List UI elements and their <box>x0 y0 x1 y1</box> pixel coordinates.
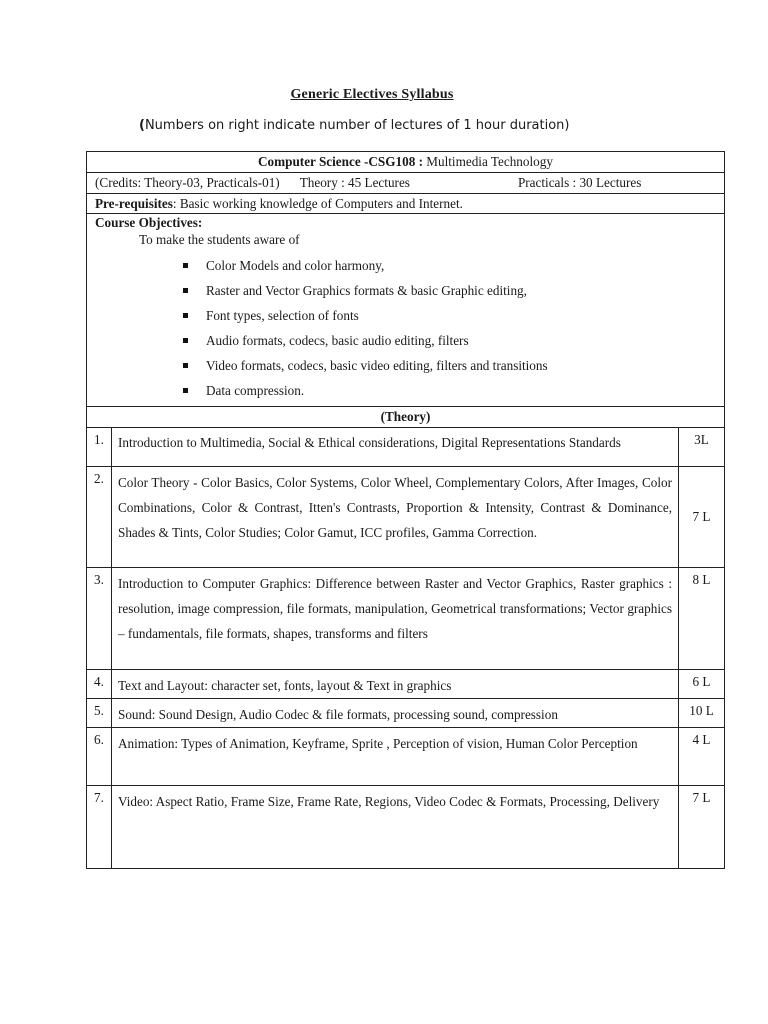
table-row <box>87 670 725 699</box>
unit-description: Color Theory - Color Basics, Color Systems, Color Wheel, Complementary Colors, After Images, Color Combinations, Color & Contrast, Itten's Contrasts, Proportion & Intensity, Contrast & Dominance, Shades & Tints, Color Studies; Color Gamut, ICC profiles, Gamma Correction. <box>112 467 679 568</box>
credits-cell <box>87 173 725 194</box>
unit-number: 7. <box>87 786 112 869</box>
unit-number: 6. <box>87 728 112 786</box>
objective-text: Video formats, codecs, basic video editing, filters and transitions <box>206 358 548 373</box>
table-row <box>87 728 725 786</box>
list-item <box>183 278 724 303</box>
unit-number: 1. <box>87 428 112 467</box>
square-bullet-icon <box>183 388 188 393</box>
table-row <box>87 428 725 467</box>
unit-description: Animation: Types of Animation, Keyframe, Sprite , Perception of vision, Human Color Perception <box>112 728 679 786</box>
note-open-paren: ( <box>139 118 145 133</box>
list-item <box>183 253 724 278</box>
objective-text: Font types, selection of fonts <box>206 308 359 323</box>
unit-number: 3. <box>87 568 112 670</box>
syllabus-table <box>86 151 725 869</box>
prereq-text: : Basic working knowledge of Computers and Internet. <box>172 196 463 211</box>
objectives-intro: To make the students aware of <box>139 232 300 247</box>
square-bullet-icon <box>183 313 188 318</box>
objective-text: Audio formats, codecs, basic audio editing, filters <box>206 333 469 348</box>
prereq-cell <box>87 194 725 214</box>
list-item <box>183 378 724 403</box>
unit-description: Introduction to Computer Graphics: Difference between Raster and Vector Graphics, Raster graphics : resolution, image compression, file formats, manipulation, Geometrical transformations; Vector graphics – fundamentals, file formats, shapes, transforms and filters <box>112 568 679 670</box>
unit-lectures: 3L <box>679 428 725 467</box>
unit-lectures: 6 L <box>679 670 725 699</box>
course-title-cell <box>87 152 725 173</box>
table-row <box>87 699 725 728</box>
unit-description: Video: Aspect Ratio, Frame Size, Frame Rate, Regions, Video Codec & Formats, Processing, Delivery <box>112 786 679 869</box>
theory-heading-row <box>87 407 725 428</box>
unit-lectures: 7 L <box>679 786 725 869</box>
objectives-row <box>87 214 725 407</box>
unit-description: Introduction to Multimedia, Social & Ethical considerations, Digital Representations Standards <box>112 428 679 467</box>
credits-text: (Credits: Theory-03, Practicals-01) <box>95 175 280 190</box>
objective-text: Color Models and color harmony, <box>206 258 385 273</box>
prereq-label: Pre-requisites <box>95 196 173 211</box>
table-row <box>87 568 725 670</box>
theory-heading: (Theory) <box>87 407 725 428</box>
objectives-list <box>95 253 724 403</box>
course-code: Computer Science -CSG108 : <box>258 154 423 169</box>
table-row <box>87 786 725 869</box>
unit-number: 4. <box>87 670 112 699</box>
square-bullet-icon <box>183 338 188 343</box>
table-row <box>87 467 725 568</box>
unit-lectures: 7 L <box>679 467 725 568</box>
course-row <box>87 152 725 173</box>
credits-row <box>87 173 725 194</box>
document-title: Generic Electives Syllabus <box>290 87 454 102</box>
unit-lectures: 10 L <box>679 699 725 728</box>
theory-lectures: Theory : 45 Lectures <box>299 175 410 190</box>
unit-description: Sound: Sound Design, Audio Codec & file formats, processing sound, compression <box>112 699 679 728</box>
list-item <box>183 353 724 378</box>
practical-lectures: Practicals : 30 Lectures <box>517 175 642 190</box>
unit-lectures: 8 L <box>679 568 725 670</box>
unit-lectures: 4 L <box>679 728 725 786</box>
objective-text: Raster and Vector Graphics formats & basic Graphic editing, <box>206 283 527 298</box>
objectives-cell <box>87 214 725 407</box>
list-item <box>183 303 724 328</box>
unit-number: 5. <box>87 699 112 728</box>
course-name: Multimedia Technology <box>422 154 553 169</box>
list-item <box>183 328 724 353</box>
prereq-row <box>87 194 725 214</box>
square-bullet-icon <box>183 363 188 368</box>
unit-number: 2. <box>87 467 112 568</box>
note-text: Numbers on right indicate number of lectures of 1 hour duration) <box>144 118 570 133</box>
square-bullet-icon <box>183 263 188 268</box>
objective-text: Data compression. <box>206 383 305 398</box>
lecture-duration-note <box>139 118 569 133</box>
objectives-heading: Course Objectives: <box>95 215 203 230</box>
unit-description: Text and Layout: character set, fonts, layout & Text in graphics <box>112 670 679 699</box>
square-bullet-icon <box>183 288 188 293</box>
